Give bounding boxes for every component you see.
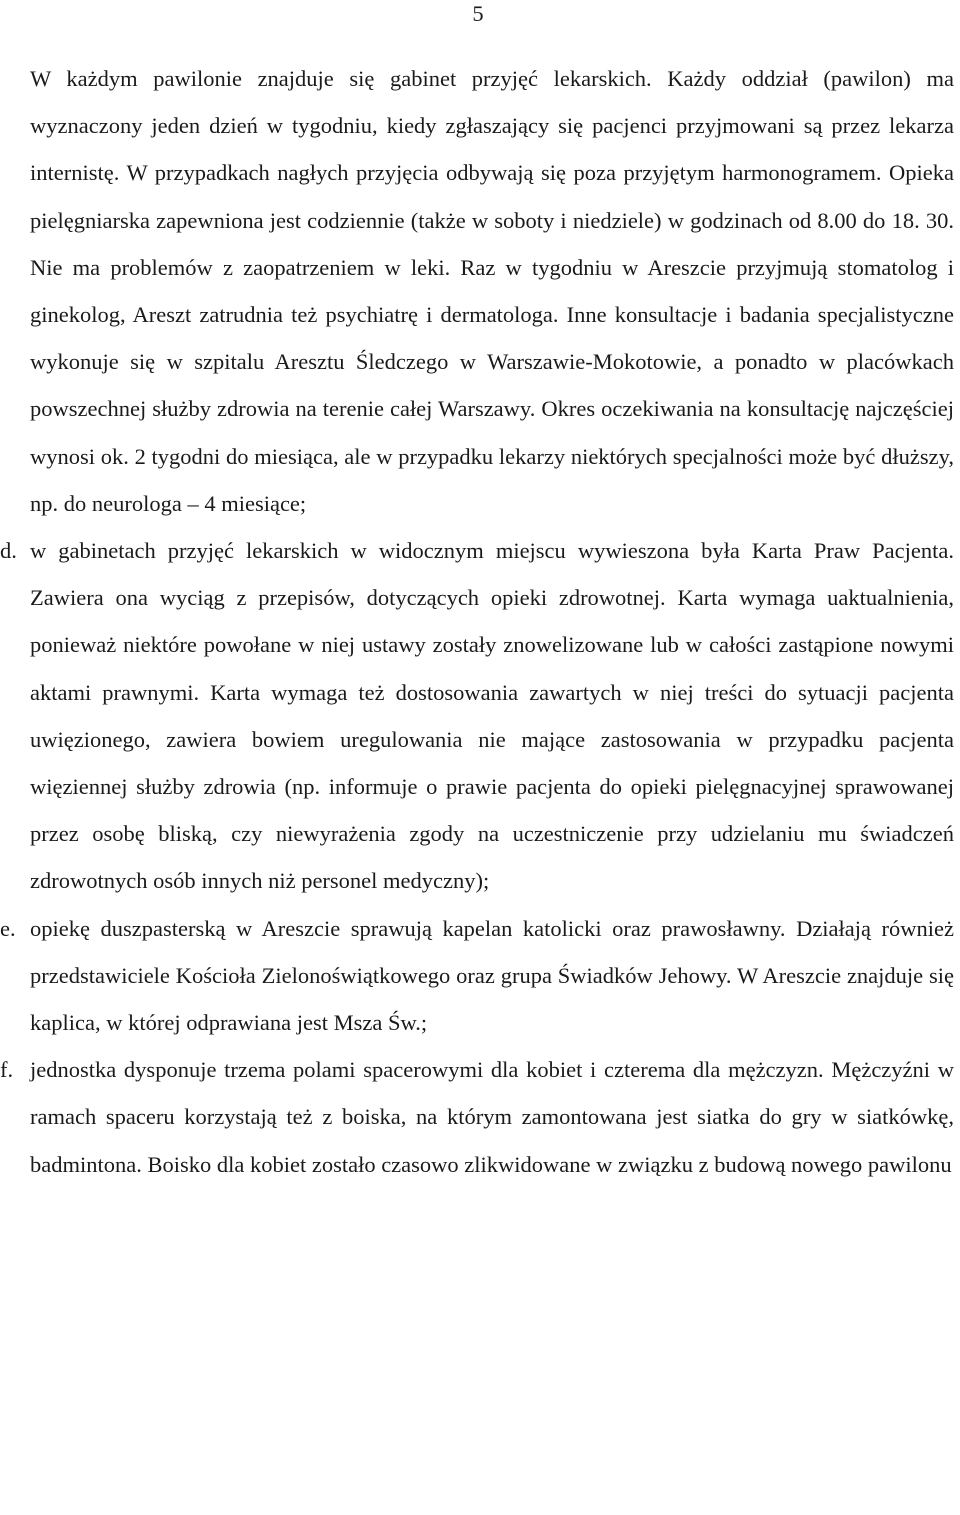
list-item-f <box>0 1046 954 1188</box>
page-number: 5 <box>472 1 484 26</box>
list-marker: f. <box>0 1057 14 1083</box>
list-item-d <box>0 527 954 905</box>
document-body <box>0 55 954 1188</box>
list-marker: e. <box>0 915 16 941</box>
paragraph-medical-care: W każdym pawilonie znajduje się gabinet przyjęć lekarskich. Każdy oddział (pawilon) ma wyznaczony jeden dzień w tygodniu, kiedy zgłaszający się pacjenci przyjmowani są przez lekarza internistę. W przypadkach nagłych przyjęcia odbywają się poza przyjętym harmonogramem. Opieka pielęgniarska zapewniona jest codziennie (także w soboty i niedziele) w godzinach od 8.00 do 18. 30. Nie ma problemów z zaopatrzeniem w leki. Raz w tygodniu w Areszcie przyjmują stomatolog i ginekolog, Areszt zatrudnia też psychiatrę i dermatologa. Inne konsultacje i badania specjalistyczne wykonuje się w szpitalu Aresztu Śledczego w Warszawie-Mokotowie, a ponadto w placówkach powszechnej służby zdrowia na terenie całej Warszawy. Okres oczekiwania na konsultację najczęściej wynosi ok. 2 tygodni do miesiąca, ale w przypadku lekarzy niektórych specjalności może być dłuższy, np. do neurologa – 4 miesiące; <box>30 66 954 516</box>
list-item-text: w gabinetach przyjęć lekarskich w widocznym miejscu wywieszona była Karta Praw Pacjenta. Zawiera ona wyciąg z przepisów, dotyczących opieki zdrowotnej. Karta wymaga uaktualnienia, ponieważ niektóre powołane w niej ustawy zostały znowelizowane lub w całości zastąpione nowymi aktami prawnymi. Karta wymaga też dostosowania zawartych w niej treści do sytuacji pacjenta uwięzionego, zawiera bowiem uregulowania nie mające zastosowania w przypadku pacjenta więziennej służby zdrowia (np. informuje o prawie pacjenta do opieki pielęgnacyjnej sprawowanej przez osobę bliską, czy niewyrażenia zgody na uczestniczenie przy udzielaniu mu świadczeń zdrowotnych osób innych niż personel medyczny); <box>30 538 954 894</box>
list-item-text: opiekę duszpasterską w Areszcie sprawują kapelan katolicki oraz prawosławny. Działają również przedstawiciele Kościoła Zielonoświątkowego oraz grupa Świadków Jehowy. W Areszcie znajduje się kaplica, w której odprawiana jest Msza Św.; <box>30 915 954 1036</box>
list-item-e <box>0 905 954 1047</box>
list-marker: d. <box>0 538 17 564</box>
list-item-text: jednostka dysponuje trzema polami spacerowymi dla kobiet i czterema dla mężczyzn. Mężczyźni w ramach spaceru korzystają też z boiska, na którym zamontowana jest siatka do gry w siatkówkę, badmintona. Boisko dla kobiet zostało czasowo zlikwidowane w związku z budową nowego pawilonu <box>30 1057 954 1177</box>
